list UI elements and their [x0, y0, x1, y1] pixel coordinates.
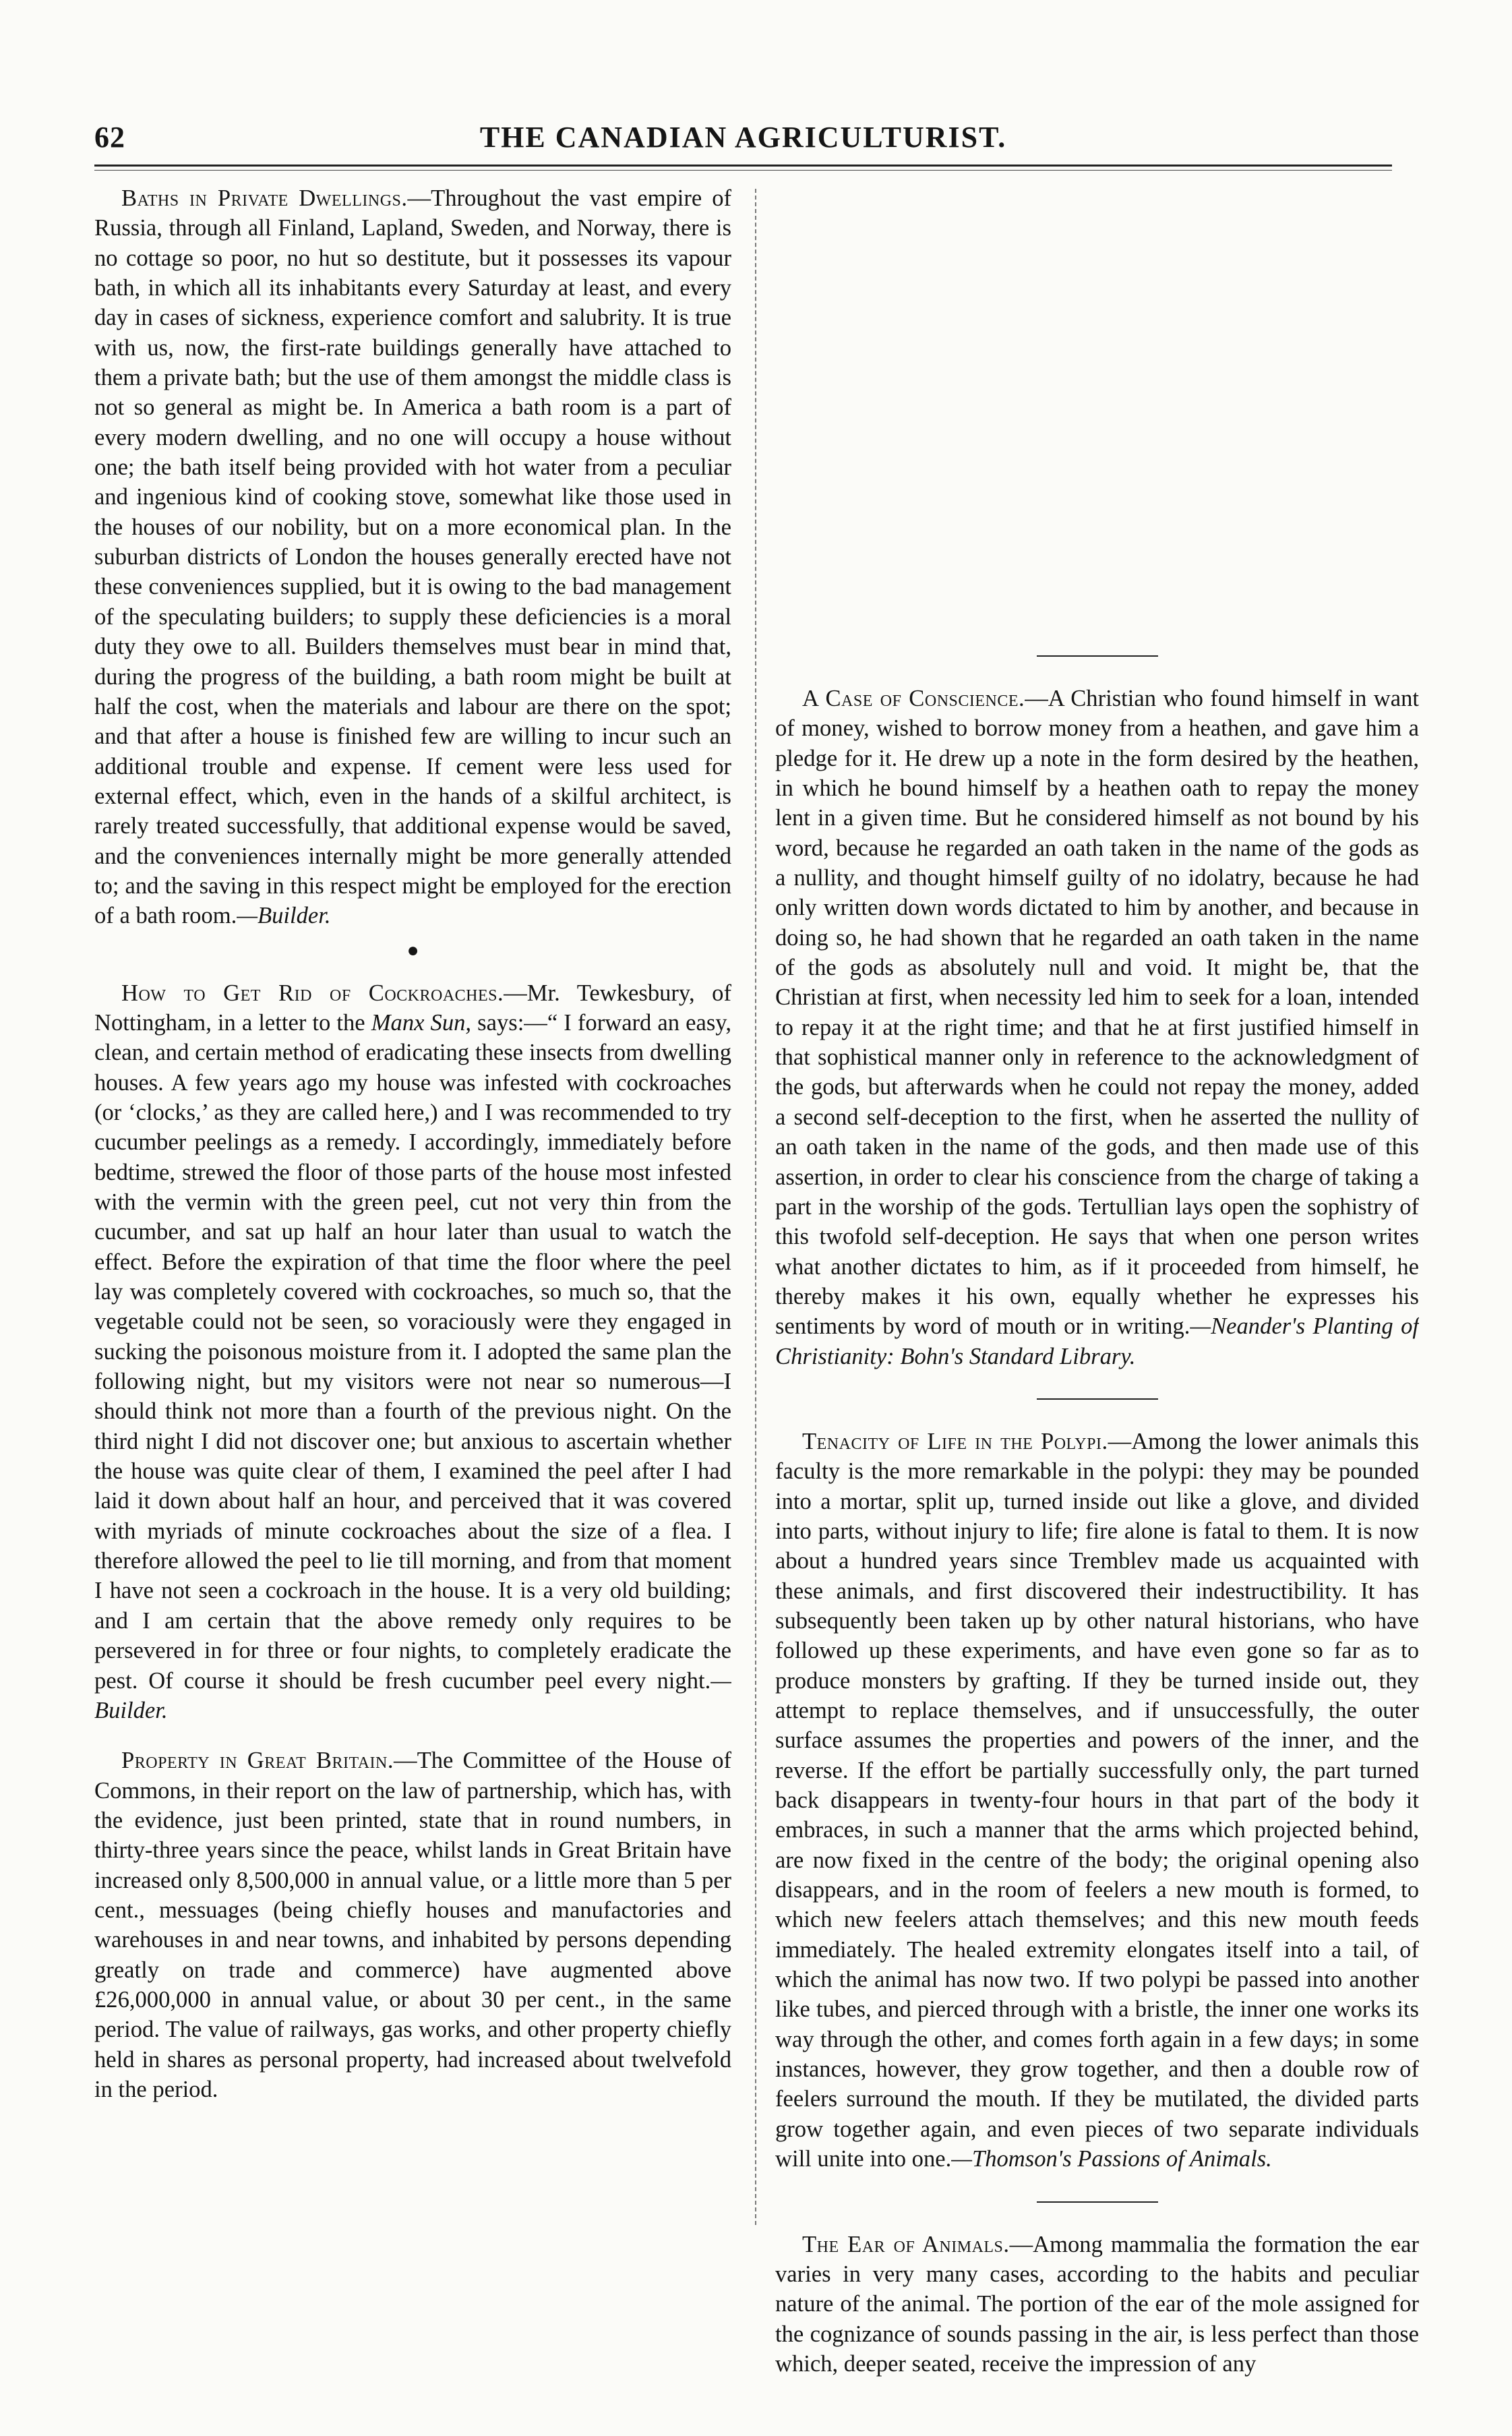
article-property: [94, 1746, 731, 2104]
article-body: —A Christian who found himself in want of money, wished to borrow money from a heathen, and gave him a pledge for it. He drew up a note in the form desired by the heathen, in which he bound himself by a heathen oath to repay the money lent in a given time. But he considered himself as not bound by his word, because he regarded an oath taken in the name of the gods as a nullity, and thought himself guilty of no idolatry, because he had only written down words dictated to him by another, and because in doing so, he had shown that he regarded an oath taken in the name of the gods as absolutely null and void. It might be, that the Christian at first, when necessity led him to seek for a loan, intended to repay it at the right time; and that he at first justified himself in that sophistical manner only in reference to the acknowledgment of the gods, but afterwards when he could not repay the money, added a second self-deception to the first, when he asserted the nullity of an oath taken in the name of the gods, and then made use of this assertion, in order to clear his conscience from the charge of taking a part in the worship of the gods. Tertullian lays open the sophistry of this twofold self-deception. He says that when one person writes what another dictates to him, as if it proceeded from himself, he thereby makes it his own, equally whether he expresses his sentiments by word of mouth or in writing.: [775, 686, 1419, 1340]
article-source: —Thomson's Passions of Animals.: [951, 2146, 1272, 2172]
page-number: 62: [94, 121, 125, 154]
separator-rule: [1037, 1398, 1158, 1400]
article-heading: A Case of Conscience.: [802, 686, 1025, 711]
article-cockroaches: [94, 978, 731, 1726]
spacer: [94, 1725, 731, 1746]
newspaper-title: Manx Sun,: [371, 1009, 472, 1036]
separator-rule: [1037, 2201, 1158, 2203]
article-body: —Mr. Tewkesbury, of Nottingham, in a letter to the: [94, 980, 731, 1036]
column-divider: [755, 189, 756, 2225]
right-column: [775, 183, 1419, 2395]
article-heading: How to Get Rid of Cockroaches.: [121, 980, 504, 1006]
running-head-title: THE CANADIAN AGRICULTURIST.: [479, 121, 1007, 154]
article-source: —Builder.: [237, 903, 331, 929]
article-source: —Builder.: [94, 1667, 731, 1723]
article-body: says:—“ I forward an easy, clean, and certain method of eradicating these insects from dwelling houses. A few years ago my house was infested with cockroaches (or ‘clocks,’ as they are called here,) and I was recommended to try cucumber peelings as a remedy. I accordingly, immediately before bedtime, strewed the floor of those parts of the house most infested with the vermin with the green peel, cut not very thin from the cucumber, and sat up half an hour later than usual to watch the effect. Before the expiration of that time the floor where the peel lay was completely covered with cockroaches, so much so, that the vegetable could not be seen, so voraciously were they engaged in sucking the poisonous moisture from it. I adopted the same plan the following night, but my visitors were not near so numerous—I should think not more than a fourth of the previous night. On the third night I did not discover one; but anxious to ascertain whether the house was quite clear of them, I examined the peel after I had laid it down about half an hour, and perceived that it was covered with myriads of minute cockroaches about the size of a flea. I therefore allowed the peel to lie till morning, and from that moment I have not seen a cockroach in the house. It is a very old building; and I am certain that the above remedy only requires to be persevered in for three or four nights, to completely eradicate the pest. Of course it should be fresh cucumber peel every night.: [94, 1009, 731, 1694]
article-conscience: [775, 684, 1419, 1371]
article-ear: [775, 2230, 1419, 2379]
property-continuation-space: [775, 183, 1419, 628]
article-body: —The Committee of the House of Commons, in their report on the law of partnership, which has, with the evidence, just been printed, state that in round numbers, in thirty-three years since the peace, whilst lands in Great Britain have increased only 8,500,000 in annual value, or a little more than 5 per cent., messuages (being chiefly houses and manufactories and warehouses in and near towns, and inhabited by persons depending greatly on trade and commerce) have augmented above £26,000,000 in annual value, or about 30 per cent., in the same period. The value of railways, gas works, and other property chiefly held in shares as personal property, had increased about twelvefold in the period.: [94, 1748, 731, 2102]
article-baths: [94, 183, 731, 931]
left-column: [94, 183, 731, 2395]
article-source: —Neander's Planting of Christianity: Bohn's Standard Library.: [775, 1313, 1419, 1369]
article-body: —Among mammalia the formation the ear varies in very many cases, according to the habits and peculiar nature of the animal. The portion of the ear of the mole assigned for the cognizance of sounds passing in the air, is less perfect than those which, deeper seated, receive the impression of any: [775, 2231, 1419, 2377]
separator-dot: ●: [406, 939, 419, 961]
article-heading: Property in Great Britain.: [121, 1748, 394, 1774]
article-body: —Throughout the vast empire of Russia, through all Finland, Lapland, Sweden, and Norway, there is no cottage so poor, no hut so destitute, but it possesses its vapour bath, in which all its inhabitants every Saturday at least, and every day in cases of sickness, experience comfort and salubrity. It is true with us, now, the first-rate buildings generally have attached to them a private bath; but the use of them amongst the middle class is not so general as might be. In America a bath room is a part of every modern dwelling, and no one will occupy a house without one; the bath itself being provided with hot water from a peculiar and ingenious kind of cooking stove, somewhat like those used in the houses of our nobility, but on a more economical plan. In the suburban districts of London the houses generally erected have not these conveniences supplied, but it is owing to the bad management of the speculating builders; to supply these deficiencies is a moral duty they owe to all. Builders themselves must bear in mind that, during the progress of the building, a bath room might be built at half the cost, when the materials and labour are there on the spot; and that after a house is finished few are willing to incur such an additional trouble and expense. If cement were less used for external effect, which, even in the hands of a skilful architect, is rarely treated successfully, that additional expense would be saved, and the conveniences internally might be more generally attended to; and the saving in this respect might be employed for the erection of a bath room.: [94, 185, 731, 929]
header-rule: [94, 165, 1392, 171]
page-header: [94, 120, 1392, 160]
separator-rule: [1037, 655, 1158, 657]
article-body: —Among the lower animals this faculty is the more remarkable in the polypi: they may be pounded into a mortar, split up, turned inside out like a glove, and divided into parts, without injury to life; fire alone is fatal to them. It is now about a hundred years since Tremblev made us acquainted with these animals, and first discovered their indestructibility. It has subsequently been taken up by other natural historians, who have followed up these experiments, and have even gone so far as to produce monsters by grafting. If they be turned inside out, they attempt to replace themselves, and if unsuccessfully, the outer surface assumes the properties and powers of the inner, and the reverse. If the effort be partially successfully only, the part turned back disappears in twenty-four hours in that part of the body it embraces, in such a manner that the arms which projected behind, are now fixed in the centre of the body; the original opening also disappears, and in the room of feelers a new mouth is formed, to which new feelers attach themselves; and this new mouth feeds immediately. The healed extremity elongates itself into a tail, of which the animal has now two. If two polypi be passed into another like tubes, and pierced through with a bristle, the inner one works its way through the other, and comes forth again in a few days; in some instances, however, they grow together, and then a double row of feelers surround the mouth. If they be mutilated, the divided parts grow together again, and even pieces of two separate individuals will unite into one.: [775, 1428, 1419, 2172]
article-heading: Baths in Private Dwellings.: [121, 185, 408, 211]
article-polypi: [775, 1427, 1419, 2174]
article-heading: The Ear of Animals.: [802, 2231, 1010, 2257]
article-heading: Tenacity of Life in the Polypi.: [802, 1428, 1108, 1454]
